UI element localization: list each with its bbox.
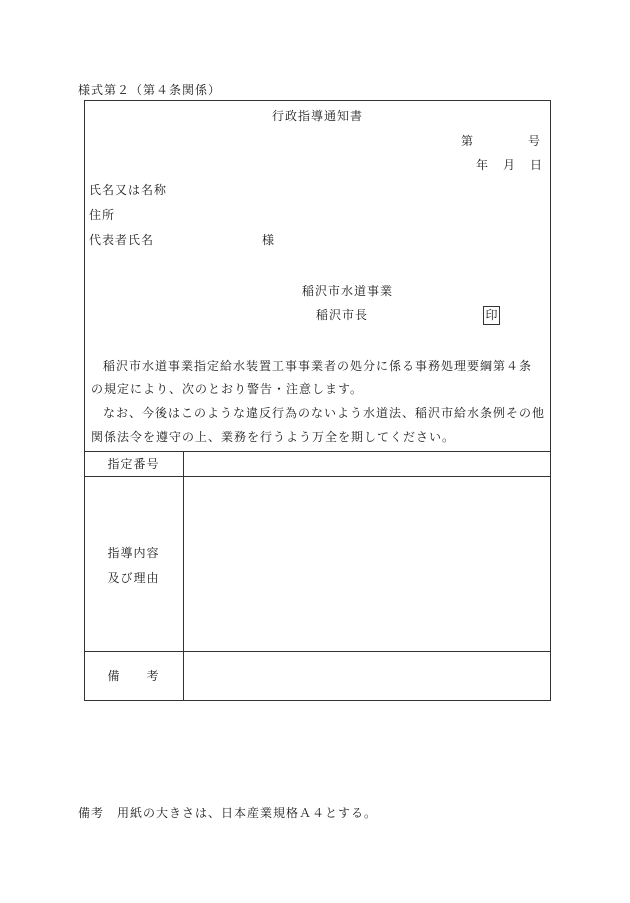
designation-number-label: 指定番号 [107,457,160,471]
footer-note: 備考 用紙の大きさは、日本産業規格Ａ４とする。 [78,806,378,820]
body-line: 稲沢市水道事業指定給水装置工事事業者の処分に係る事務処理要綱第４条 [103,359,533,373]
body-line: 関係法令を遵守の上、業務を行うよう万全を期してください。 [91,430,456,444]
notice-number-prefix: 第 [461,134,475,148]
body-line: なお、今後はこのような違反行為のないよう水道法、稲沢市給水条例その他 [103,406,546,420]
notice-title: 行政指導通知書 [271,109,363,123]
guidance-content-label: 指導内容 [107,546,160,560]
recipient-representative-label: 代表者氏名 [89,233,155,247]
guidance-content-cell [184,477,550,651]
form-label: 様式第２（第４条関係） [78,83,222,97]
date-year: 年 [476,158,490,172]
guidance-reason-label: 及び理由 [107,571,160,585]
recipient-honorific: 様 [262,233,276,247]
notice-number-suffix: 号 [528,134,542,148]
body-line: の規定により、次のとおり警告・注意します。 [91,382,364,396]
recipient-address-label: 住所 [89,208,116,222]
remarks-label: 備 考 [107,669,160,683]
remarks-cell [184,652,550,700]
seal-mark: 印 [483,306,500,325]
recipient-name-label: 氏名又は名称 [89,183,168,197]
issuer-organization: 稲沢市水道事業 [302,284,394,298]
date-day: 日 [530,158,544,172]
date-month: 月 [503,158,517,172]
designation-number-cell [184,452,550,476]
issuer-title: 稲沢市長 [316,308,369,322]
